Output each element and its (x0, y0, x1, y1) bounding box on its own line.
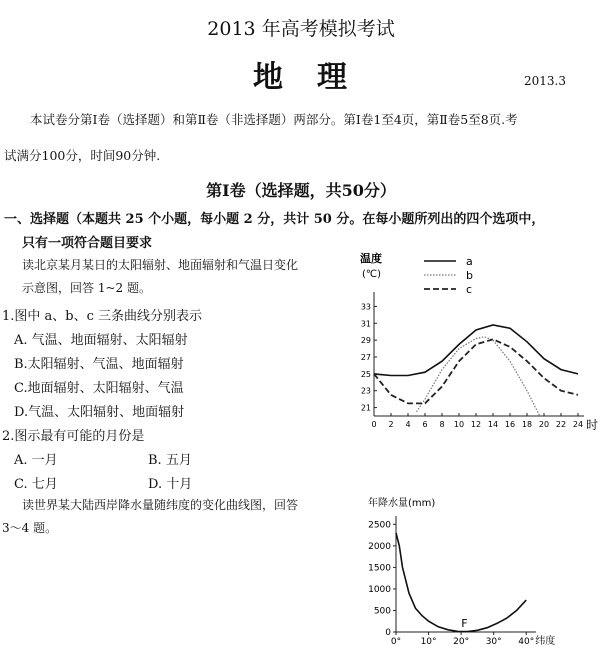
legend-c-label: c (466, 283, 473, 296)
y-tick-label: 25 (360, 369, 371, 379)
instruction-line-2: 只有一项符合题目要求 (22, 236, 153, 251)
question-1-option-d[interactable]: D.气温、太阳辐射、地面辐射 (14, 405, 185, 420)
instruction-line-1: 一、选择题（本题共 25 个小题，每小题 2 分，共计 50 分。在每小题所列出的四个选项中， (4, 212, 545, 227)
y-tick-label: 21 (360, 403, 371, 413)
reading-prompt-2-line-1: 读世界某大陆西岸降水量随纬度的变化曲线图，回答 (22, 498, 299, 512)
section-heading: 第Ⅰ卷（选择题，共50分） (206, 181, 396, 200)
question-1-option-a[interactable]: A. 气温、地面辐射、太阳辐射 (14, 333, 188, 348)
x-tick-label: 6 (422, 420, 428, 429)
question-1-option-b[interactable]: B.太阳辐射、气温、地面辐射 (14, 357, 184, 372)
x-tick-label: 22 (555, 420, 567, 429)
y-tick-label: 1000 (368, 584, 391, 595)
x-tick-label: 24 (572, 420, 584, 429)
y-tick-label: 33 (360, 302, 371, 312)
series-c-line (374, 339, 578, 403)
legend-a-label: a (466, 255, 473, 268)
y-tick-label: 0 (385, 628, 391, 638)
y-tick-label: 500 (373, 606, 391, 617)
y-axis-label: 年降水量(mm) (368, 498, 436, 509)
x-tick-label: 20 (538, 420, 550, 429)
question-2-option-a[interactable]: A. 一月 (14, 453, 58, 468)
y-tick-label: 29 (360, 336, 371, 346)
question-2-stem: 2.图示最有可能的月份是 (2, 429, 145, 444)
question-1-stem: 1.图中 a、b、c 三条曲线分别表示 (2, 309, 203, 324)
x-tick-label: 2 (388, 420, 394, 429)
x-tick-label: 30° (485, 637, 502, 646)
x-tick-label: 0 (371, 420, 377, 429)
reading-prompt-2-line-2: 3～4 题。 (2, 521, 58, 535)
y-axis-unit: (℃) (362, 269, 382, 280)
point-f-label: F (461, 616, 468, 630)
legend-b-label: b (466, 269, 473, 282)
x-tick-label: 4 (405, 420, 411, 429)
exam-date: 2013.3 (524, 74, 566, 88)
x-tick-label: 0° (390, 637, 402, 646)
y-tick-label: 23 (360, 386, 371, 396)
y-tick-label: 2500 (368, 520, 391, 531)
precipitation-latitude-chart (362, 494, 562, 646)
question-2-option-d[interactable]: D. 十月 (148, 477, 193, 492)
intro-line-1: 本试卷分第Ⅰ卷（选择题）和第Ⅱ卷（非选择题）两部分。第Ⅰ卷1至4页，第Ⅱ卷5至8页.考 (30, 112, 518, 127)
x-tick-label: 14 (487, 420, 499, 429)
x-axis-unit: 时 (586, 418, 599, 432)
exam-title: 2013 年高考模拟考试 (207, 18, 395, 40)
temperature-radiation-chart (356, 248, 602, 438)
question-2-option-c[interactable]: C. 七月 (14, 477, 58, 492)
question-1-option-c[interactable]: C.地面辐射、太阳辐射、气温 (14, 381, 184, 396)
series-a-line (374, 325, 578, 376)
x-tick-label: 10 (453, 420, 465, 429)
question-2-option-b[interactable]: B. 五月 (148, 453, 192, 468)
intro-line-2: 试满分100分，时间90分钟. (4, 148, 161, 163)
x-tick-label: 18 (521, 420, 533, 429)
series-b-line (417, 337, 540, 416)
x-tick-label: 16 (504, 420, 516, 429)
x-tick-label: 20° (453, 637, 470, 646)
y-tick-label: 1500 (368, 563, 391, 574)
y-tick-label: 2000 (368, 541, 391, 552)
x-tick-label: 40° (518, 637, 535, 646)
y-axis-label: 温度 (360, 252, 382, 265)
reading-prompt-1-line-1: 读北京某月某日的太阳辐射、地面辐射和气温日变化 (22, 258, 299, 272)
subject-title: 地 理 (253, 60, 349, 95)
x-tick-label: 8 (439, 420, 445, 429)
x-tick-label: 10° (420, 637, 437, 646)
x-axis-label: 纬度 (535, 636, 556, 646)
x-tick-label: 12 (470, 420, 482, 429)
reading-prompt-1-line-2: 示意图，回答 1~2 题。 (22, 281, 151, 295)
y-tick-label: 27 (360, 353, 371, 362)
y-tick-label: 31 (360, 319, 371, 329)
